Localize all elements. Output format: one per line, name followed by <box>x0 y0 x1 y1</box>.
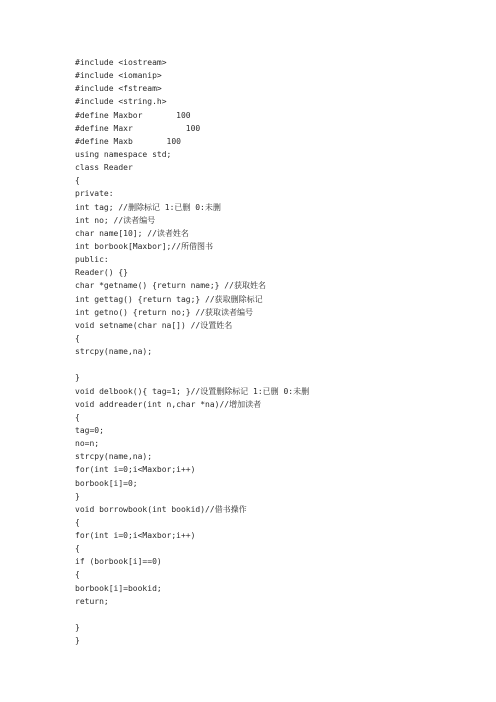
code-line: strcpy(name,na); <box>75 347 153 357</box>
code-line: } <box>75 373 80 383</box>
code-line: void delbook(){ tag=1; }//设置删除标记 1:已删 0:未删 <box>75 386 310 396</box>
code-line: if (borbook[i]==0) <box>75 557 162 567</box>
code-line: public: <box>75 255 109 265</box>
code-line: { <box>75 333 80 343</box>
code-line: int tag; //删除标记 1:已删 0:未删 <box>75 202 221 212</box>
code-line: #define Maxr 100 <box>75 123 201 133</box>
code-line: #include <fstream> <box>75 84 162 94</box>
code-line: { <box>75 570 80 580</box>
code-line: strcpy(name,na); <box>75 452 153 462</box>
code-line: no=n; <box>75 439 100 449</box>
code-line: borbook[i]=0; <box>75 478 138 488</box>
code-line: void borrowbook(int bookid)//借书操作 <box>75 504 247 514</box>
code-line: { <box>75 176 80 186</box>
code-line: char *getname() {return name;} //获取姓名 <box>75 281 266 291</box>
code-line: #include <iostream> <box>75 58 167 67</box>
code-line: class Reader <box>75 163 133 173</box>
code-line: int borbook[Maxbor];//所借图书 <box>75 241 213 251</box>
code-line: int no; //读者编号 <box>75 215 156 225</box>
code-line: void setname(char na[]) //设置姓名 <box>75 320 233 330</box>
code-line: void addreader(int n,char *na)//增加读者 <box>75 399 262 409</box>
code-line: using namespace std; <box>75 149 172 159</box>
code-line: int gettag() {return tag;} //获取删除标记 <box>75 294 263 304</box>
code-line: char name[10]; //读者姓名 <box>75 228 189 238</box>
code-line <box>75 608 309 621</box>
code-line: borbook[i]=bookid; <box>75 583 162 593</box>
code-line: for(int i=0;i<Maxbor;i++) <box>75 465 196 475</box>
code-line: { <box>75 412 80 422</box>
code-line: } <box>75 623 80 633</box>
code-line: Reader() {} <box>75 268 128 278</box>
code-line: return; <box>75 596 109 606</box>
code-line: tag=0; <box>75 425 104 435</box>
code-line: int getno() {return no;} //获取读者编号 <box>75 307 254 317</box>
code-line <box>75 358 309 371</box>
code-line: } <box>75 636 80 646</box>
code-line: #define Maxbor 100 <box>75 110 191 120</box>
code-line: for(int i=0;i<Maxbor;i++) <box>75 531 196 541</box>
code-line: { <box>75 517 80 527</box>
code-listing <box>75 56 309 647</box>
code-line: #define Maxb 100 <box>75 136 181 146</box>
code-line: #include <string.h> <box>75 97 167 107</box>
code-line: { <box>75 544 80 554</box>
code-line: } <box>75 491 80 501</box>
code-line: private: <box>75 189 114 199</box>
code-line: #include <iomanip> <box>75 71 162 81</box>
